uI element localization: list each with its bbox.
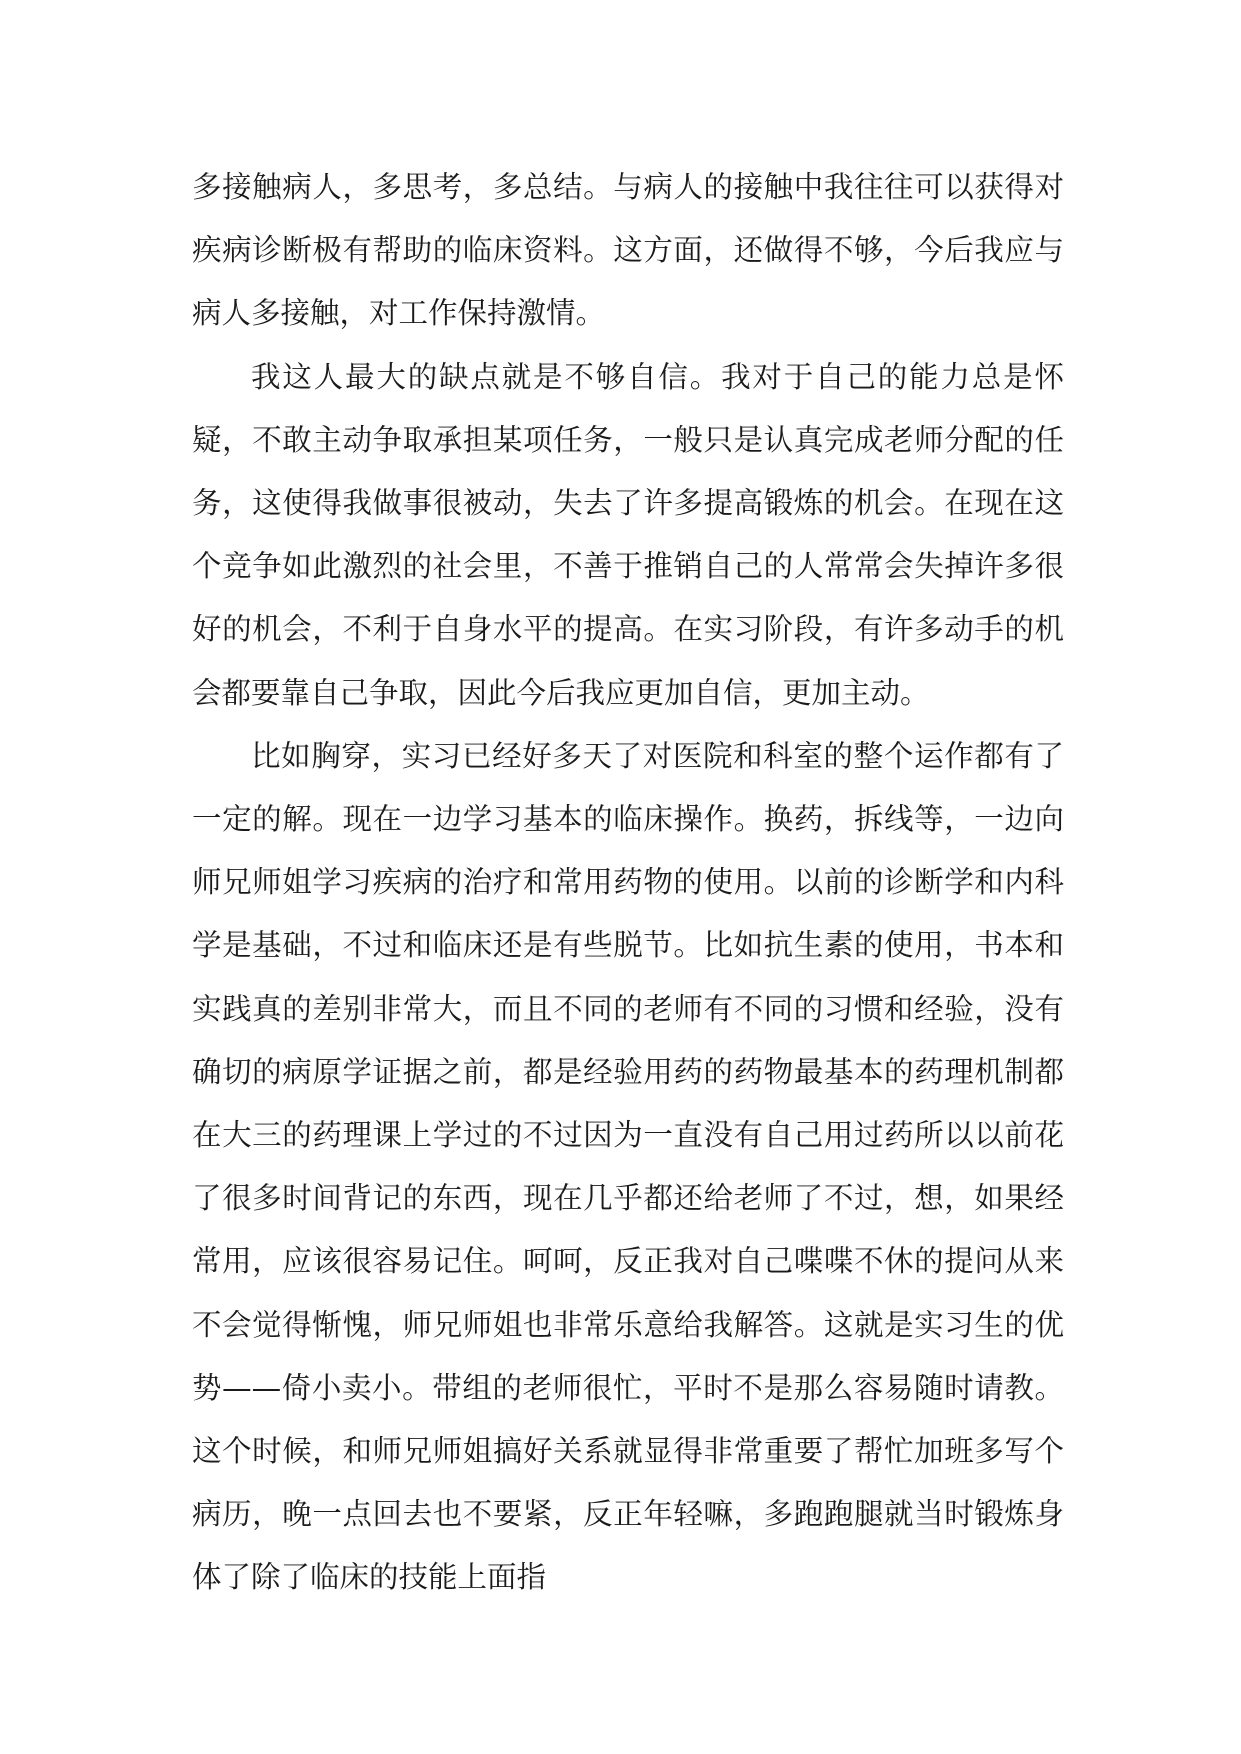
paragraph-internship-experience: 比如胸穿，实习已经好多天了对医院和科室的整个运作都有了一定的解。现在一边学习基本的临床操作。换药，拆线等，一边向师兄师姐学习疾病的治疗和常用药物的使用。以前的诊断学和内科学是基础，不过和临床还是有些脱节。比如抗生素的使用，书本和实践真的差别非常大，而且不同的老师有不同的习惯和经验，没有确切的病原学证据之前，都是经验用药的药物最基本的药理机制都在大三的药理课上学过的不过因为一直没有自己用过药所以以前花了很多时间背记的东西，现在几乎都还给老师了不过，想，如果经常用，应该很容易记住。呵呵，反正我对自己喋喋不休的提问从来不会觉得惭愧，师兄师姐也非常乐意给我解答。这就是实习生的优势——倚小卖小。带组的老师很忙，平时不是那么容易随时请教。这个时候，和师兄师姐搞好关系就显得非常重要了帮忙加班多写个病历，晚一点回去也不要紧，反正年轻嘛，多跑跑腿就当时锻炼身体了除了临床的技能上面指	[192, 738, 1064, 1595]
body-text	[192, 156, 1064, 1610]
paragraph-continued: 多接触病人，多思考，多总结。与病人的接触中我往往可以获得对疾病诊断极有帮助的临床资料。这方面，还做得不够，今后我应与病人多接触，对工作保持激情。	[192, 170, 1064, 331]
paragraph-self-confidence: 我这人最大的缺点就是不够自信。我对于自己的能力总是怀疑，不敢主动争取承担某项任务，一般只是认真完成老师分配的任务，这使得我做事很被动，失去了许多提高锻炼的机会。在现在这个竞争如此激烈的社会里，不善于推销自己的人常常会失掉许多很好的机会，不利于自身水平的提高。在实习阶段，有许多动手的机会都要靠自己争取，因此今后我应更加自信，更加主动。	[192, 359, 1064, 710]
